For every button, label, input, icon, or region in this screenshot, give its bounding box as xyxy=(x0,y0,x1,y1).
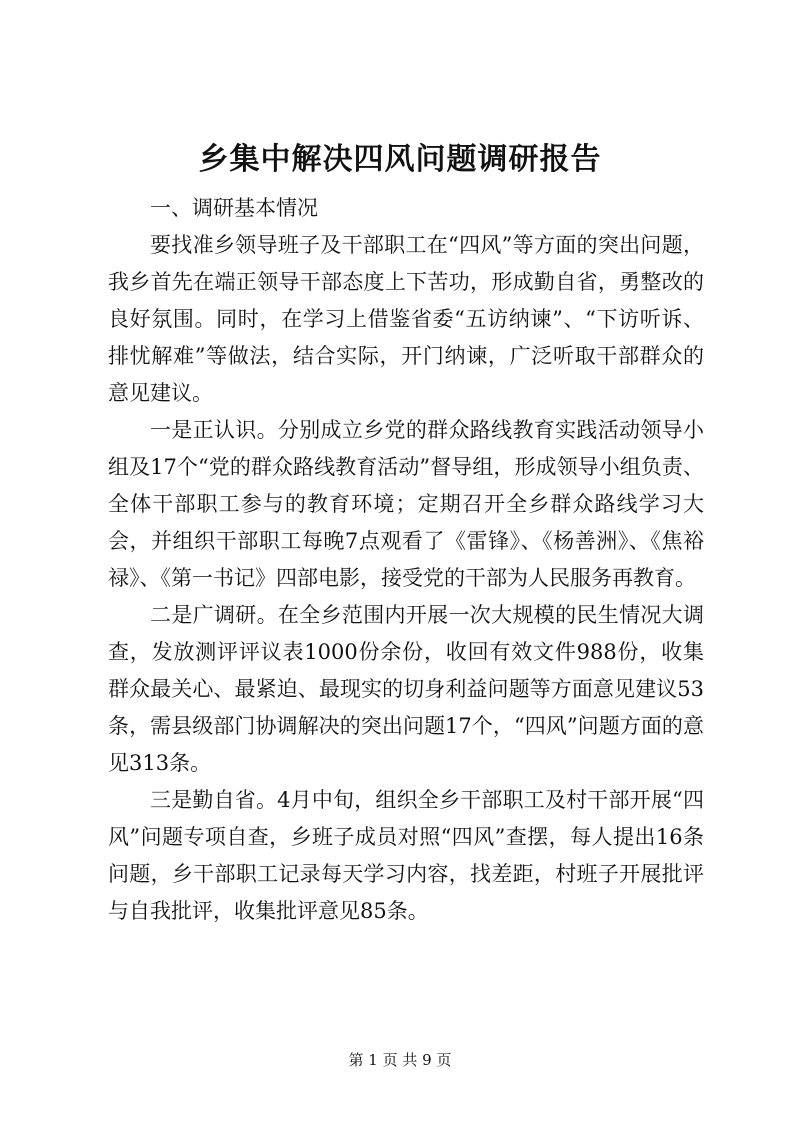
page-number-footer: 第 1 页 共 9 页 xyxy=(348,1051,452,1069)
paragraph-survey: 二是广调研。在全乡范围内开展一次大规模的民生情况大调查，发放测评评议表1000份余份，收回有效文件988份，收集群众最关心、最紧迫、最现实的切身利益问题等方面意见建议53条，需县级部门协调解决的突出问题17个，“四风”问题方面的意见313条。 xyxy=(108,603,704,775)
section-heading: 一、调研基本情况 xyxy=(150,196,318,220)
paragraph-self-review: 三是勤自省。4月中旬，组织全乡干部职工及村干部开展“四风”问题专项自查，乡班子成员对照“四风”查摆，每人提出16条问题，乡干部职工记录每天学习内容，找差距，村班子开展批评与自我批评，收集批评意见85条。 xyxy=(108,788,704,923)
paragraph-intro: 要找准乡领导班子及干部职工在“四风”等方面的突出问题，我乡首先在端正领导干部态度上下苦功，形成勤自省，勇整改的良好氛围。同时，在学习上借鉴省委“五访纳谏”、“下访听诉、排忧解难”等做法，结合实际，开门纳谏，广泛听取干部群众的意见建议。 xyxy=(108,233,704,405)
paragraph-understanding: 一是正认识。分别成立乡党的群众路线教育实践活动领导小组及17个“党的群众路线教育活动”督导组，形成领导小组负责、全体干部职工参与的教育环境；定期召开全乡群众路线学习大会，并组织干部职工每晚7点观看了《雷锋》、《杨善洲》、《焦裕禄》、《第一书记》四部电影，接受党的干部为人民服务再教育。 xyxy=(108,418,704,590)
document-title: 乡集中解决四风问题调研报告 xyxy=(198,142,602,177)
document-body xyxy=(108,190,704,930)
